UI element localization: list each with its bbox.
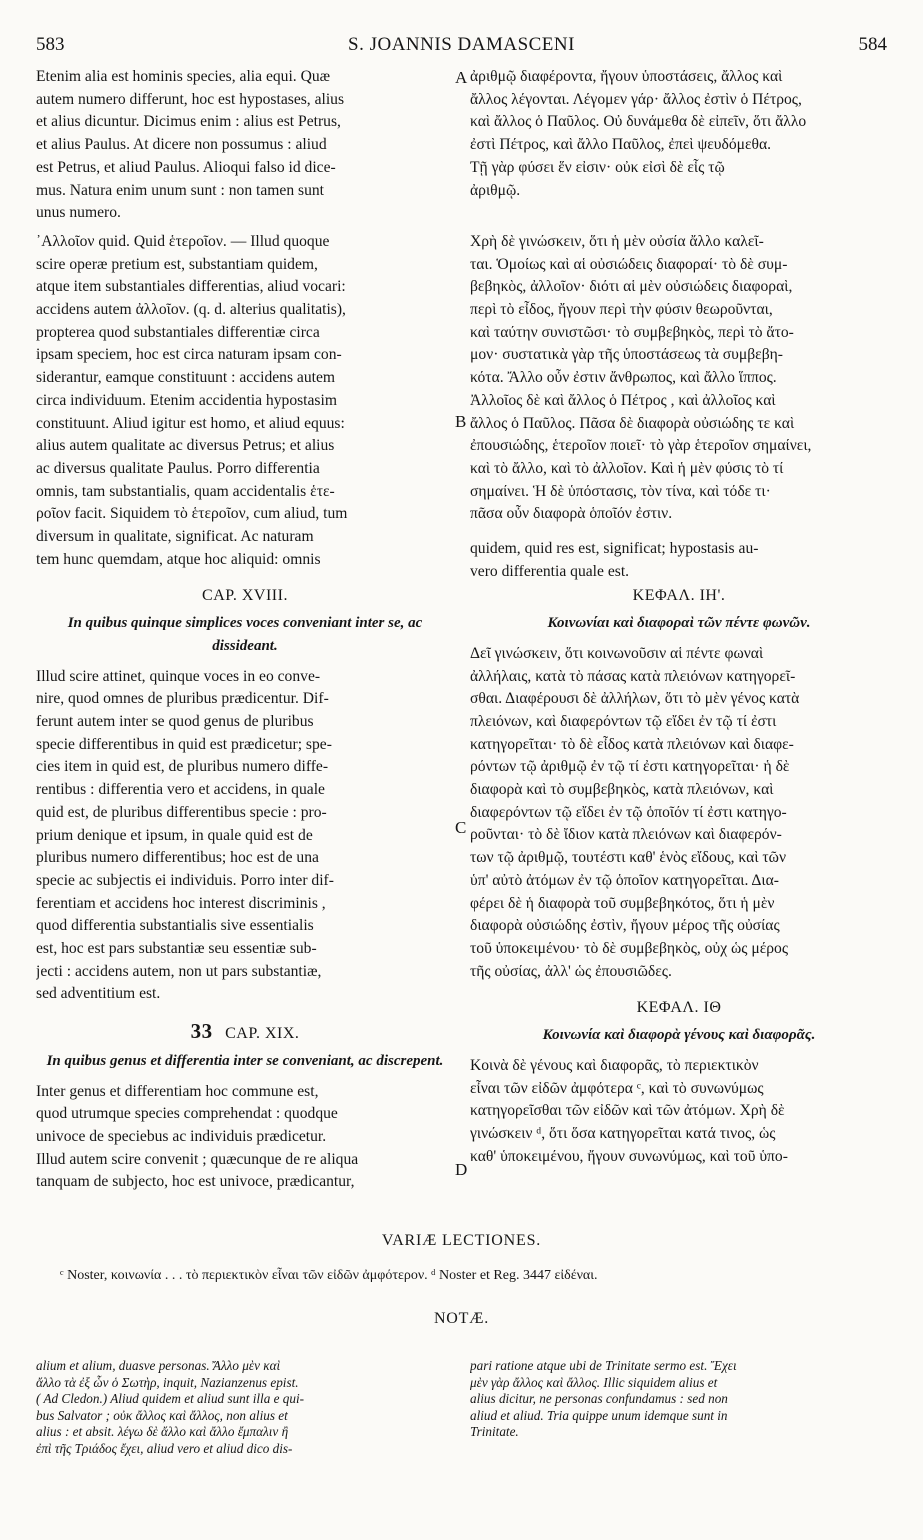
text-line: unus numero. (36, 204, 121, 222)
note-line: alium et alium, duasve personas. Ἄλλο μὲν καὶ (36, 1358, 281, 1373)
text-line: ferentiam et accidens hoc interest discriminis , (36, 894, 326, 912)
chapter-subtitle: In quibus quinque simplices voces conveniant inter se, ac dissideant. (67, 615, 423, 654)
text-line: καὶ ἄλλος ὁ Παῦλος. Οὐ δυνάμεθα δὲ εἰπεῖν, ὅτι ἄλλο (470, 113, 807, 131)
text-line: tanquam de subjecto, hoc est univoce, prædicantur, (36, 1173, 355, 1191)
text-line: ipsam speciem, hoc est circa naturam ipsam con- (36, 346, 342, 364)
text-line: εἶναι τῶν εἰδῶν ἀμφότερα ᶜ, καὶ τὸ συνωνύμως (470, 1079, 764, 1097)
note-line: ( Ad Cledon.) Aliud quidem et aliud sunt illa e qui- (36, 1391, 304, 1407)
text-line: περὶ τὸ εἶδος, ἤγουν περὶ τὴν φύσιν θεωροῦνται, (470, 301, 773, 319)
text-line: ἄλλος ὁ Παῦλος. Πᾶσα δὲ διαφορὰ οὐσιώδης τε καὶ (470, 414, 795, 432)
text-line: ροῖον facit. Siquidem τὸ ἑτεροῖον, cum aliud, tum (36, 505, 348, 523)
chapter-title: CAP. XIX. (225, 1025, 300, 1043)
text-line: καὶ ταύτην συνιστῶσι· τὸ συμβεβηκὸς, περὶ τὸ ἄτο- (470, 323, 794, 341)
text-line: κότα. Ἄλλο οὖν ἐστιν ἄνθρωπος, καὶ ἄλλο ἵππος. (470, 369, 777, 387)
text-line: φέρει δὲ ἡ διαφορὰ τοῦ συμβεβηκότος, ὅτι ἡ μὲν (470, 894, 775, 912)
text-line: specie differentibus in quid est prædicetur; spe- (36, 735, 332, 753)
text-line: των τῷ ἀριθμῷ, τουτέστι καθ' ἑνὸς εἴδους, καὶ τῶν (470, 849, 786, 867)
page-number-left: 583 (36, 34, 65, 55)
spanning-continuation-line: vero differentia quale est. (470, 563, 630, 580)
text-line: σημαίνει. Ἡ δὲ ὑπόστασις, τὸν τίνα, καὶ τόδε τι· (470, 482, 771, 500)
text-line: καθ' ὑποκειμένου, ἤγουν συνωνύμως, καὶ τοῦ ὑπο- (470, 1147, 788, 1165)
running-title: S. JOANNIS DAMASCENI (348, 34, 575, 55)
text-line: ἐπουσιώδης, ἑτεροῖον ποιεῖ· τὸ γὰρ ἑτεροῖον σημαίνει, (470, 437, 812, 455)
chapter-subtitle-greek: Κοινωνία καὶ διαφορὰ γένους καὶ διαφορᾶς. (542, 1027, 816, 1044)
text-line: Etenim alia est hominis species, alia equi. Quæ (36, 68, 331, 85)
text-line: ἐστὶ Πέτρος, καὶ ἄλλο Παῦλος, ἐπεὶ ψευδόμεθα. (470, 136, 772, 154)
text-line: σθαι. Διαφέρουσι δὲ ἀλλήλων, ὅτι τὸ μὲν γένος κατὰ (470, 690, 800, 708)
chapter-number: 33 (190, 1019, 213, 1044)
text-line: jecti : accidens autem, non ut pars substantiæ, (36, 962, 322, 980)
chapter-heading-greek: ΚΕΦΑΛ. ΙΗ'. (632, 587, 726, 605)
text-line: est, hoc est pars substantiæ seu essentiæ sub- (36, 940, 317, 958)
greek-paragraph-1 (470, 66, 888, 202)
text-line: ἄλλος λέγονται. Λέγομεν γάρ· ἄλλος ἐστὶν ὁ Πέτρος, (470, 90, 802, 108)
latin-paragraph-4 (36, 1081, 454, 1195)
note-line: pari ratione atque ubi de Trinitate sermo est. Ἔχει (470, 1358, 737, 1373)
text-line: et alius dicuntur. Dicimus enim : alius est Petrus, (36, 113, 341, 131)
text-line: διαφορὰ οὐσιώδης ἐστὶν, ἤγουν μέρος τῆς οὐσίας (470, 917, 780, 935)
chapter-heading: CAP. XVIII. (202, 587, 288, 605)
notes-left-column (36, 1358, 454, 1458)
text-line: omnis, tam substantialis, quam accidentalis ἑτε- (36, 482, 335, 500)
text-line: circa individuum. Etenim accidentia hypostasim (36, 391, 337, 409)
text-line: ᾿Αλλοῖον quid. Quid ἑτεροῖον. — Illud quoque (36, 232, 330, 250)
notes-right-column (470, 1358, 888, 1441)
text-line: ferunt autem inter se quod genus de pluribus (36, 712, 314, 730)
text-line: γινώσκειν ᵈ, ὅτι ὅσα κατηγορεῖται κατά τινος, ὡς (470, 1124, 776, 1142)
text-line: Inter genus et differentiam hoc commune est, (36, 1082, 319, 1100)
note-line: μὲν γὰρ ἄλλος καὶ ἄλλος. Illic siquidem alius et (470, 1374, 718, 1390)
text-line: ὑπ' αὐτὸ ἀτόμων ἐν τῷ ὁποῖον κατηγορεῖται. Δια- (470, 871, 779, 889)
text-line: κατηγορεῖσθαι τῶν εἰδῶν καὶ τῶν ἀτόμων. Χρὴ δὲ (470, 1102, 785, 1120)
text-line: scire operæ pretium est, substantiam quidem, (36, 255, 318, 273)
variae-lectiones-line: ᶜ Noster, κοινωνία . . . τὸ περιεκτικὸν εἶναι τῶν εἰδῶν ἀμφότερον. ᵈ Noster et Reg. 3447 εἰδέναι. (60, 1268, 598, 1283)
text-line: univoce de speciebus ac individuis prædicetur. (36, 1127, 327, 1145)
text-line: βεβηκὸς, ἀλλοῖον· διότι αἱ μὲν οὐσιώδεις διαφοραὶ, (470, 278, 793, 296)
text-line: Τῇ γὰρ φύσει ἕν εἰσιν· οὐκ εἰσὶ δὲ εἷς τῷ (470, 158, 725, 176)
margin-letter-d: D (455, 1160, 468, 1179)
note-line: alius : et absit. λέγω δὲ ἄλλο καὶ ἄλλο ἔμπαλιν ἢ (36, 1424, 289, 1440)
text-line: atque item substantiales differentias, aliud vocari: (36, 278, 346, 296)
note-line: Trinitate. (470, 1424, 519, 1440)
text-line: ἀριθμῷ. (470, 181, 521, 199)
text-line: rentibus : differentia vero et accidens, in quale (36, 781, 325, 799)
text-line: tem hunc quemdam, atque hoc aliquid: omnis (36, 550, 321, 568)
page-header (36, 34, 887, 64)
chapter-subtitle-greek: Κοινωνίαι καὶ διαφοραὶ τῶν πέντε φωνῶν. (547, 615, 811, 632)
margin-letter-c: C (455, 818, 467, 837)
text-line: pluribus numero differentibus; hoc est de una (36, 849, 319, 867)
spanning-continuation-line: quidem, quid res est, significat; hypostasis au- (470, 540, 759, 557)
text-line: Ἀλλοῖος δὲ καὶ ἄλλος ὁ Πέτρος , καὶ ἀλλοῖος καὶ (470, 391, 776, 409)
note-line: bus Salvator ; οὐκ ἄλλος καὶ ἄλλος, non alius et (36, 1407, 288, 1423)
latin-paragraph-2 (36, 231, 454, 572)
text-line: alius autem qualitate ac diversus Petrus; et alius (36, 437, 335, 455)
text-line: ται. Ὁμοίως καὶ αἱ οὐσιώδεις διαφοραί· τὸ δὲ συμ- (470, 255, 788, 273)
text-line: mus. Natura enim unum sunt : non tamen sunt (36, 181, 325, 199)
latin-paragraph-1 (36, 66, 454, 225)
text-line: et alius Paulus. At dicere non possumus : aliud (36, 136, 327, 154)
text-line: diversum in qualitate, significat. Ac naturam (36, 528, 314, 546)
note-line: ἐπὶ τῆς Τριάδος ἔχει, aliud vero et aliud dico dis- (36, 1440, 293, 1456)
text-line: ac diversus qualitate Paulus. Porro differentia (36, 459, 320, 477)
note-line: alius dicitur, ne personas confundamus : sed non (470, 1391, 728, 1407)
text-line: Illud autem scire convenit ; quæcunque de re aliqua (36, 1150, 359, 1168)
text-line: nire, quod omnes de pluribus prædicentur. Dif- (36, 690, 329, 708)
text-line: ροῦνται· τὸ δὲ ἴδιον κατὰ πλειόνων καὶ διαφερόν- (470, 826, 782, 844)
text-line: Κοινὰ δὲ γένους καὶ διαφορᾶς, τὸ περιεκτικὸν (470, 1056, 759, 1074)
text-line: est Petrus, et aliud Paulus. Alioqui falso id dice- (36, 158, 336, 176)
text-line: sed adventitium est. (36, 985, 161, 1003)
text-line: καὶ τὸ ἄλλο, καὶ τὸ ἀλλοῖον. Καὶ ἡ μὲν φύσις τὸ τί (470, 459, 784, 477)
text-line: διαφορὰ καὶ τὸ συμβεβηκὸς, κατὰ πλειόνων, καὶ (470, 781, 774, 799)
page-number-right: 584 (858, 34, 887, 55)
text-line: autem numero differunt, hoc est hypostases, alius (36, 90, 345, 108)
note-line: aliud et aliud. Tria quippe unum idemque sunt in (470, 1407, 728, 1423)
chapter-subtitle: In quibus genus et differentia inter se conveniant, ac discrepent. (46, 1052, 444, 1069)
text-line: quod utrumque species comprehendat : quodque (36, 1105, 338, 1123)
text-line: τῆς οὐσίας, ἀλλ' ὡς ἐπουσιῶδες. (470, 962, 672, 980)
text-line: διαφερόντων τῷ εἴδει ἐν τῷ ὁποῖόν τί ἐστι κατηγο- (470, 803, 787, 821)
greek-paragraph-4 (470, 1055, 888, 1169)
greek-paragraph-2 (470, 231, 888, 526)
text-line: cies item in quid est, de pluribus numero diffe- (36, 758, 329, 776)
text-line: Δεῖ γινώσκειν, ὅτι κοινωνοῦσιν αἱ πέντε φωναὶ (470, 644, 764, 662)
notae-heading: NOTÆ. (433, 1310, 490, 1327)
text-line: τοῦ ὑποκειμένου· τὸ δὲ συμβεβηκὸς, οὐχ ὡς μέρος (470, 939, 789, 957)
text-line: Illud scire attinet, quinque voces in eo conve- (36, 667, 321, 685)
text-line: quod differentia substantialis sive essentialis (36, 917, 314, 935)
text-line: quid est, de pluribus differentibus specie : pro- (36, 803, 327, 821)
greek-paragraph-3 (470, 643, 888, 984)
margin-letter-a: A (455, 68, 468, 87)
text-line: accidens autem ἀλλοῖον. (q. d. alterius qualitatis), (36, 301, 346, 319)
text-line: prium denique et ipsum, in quale quid est de (36, 826, 313, 844)
text-line: ἀριθμῷ διαφέροντα, ἤγουν ὑποστάσεις, ἄλλος καὶ (470, 68, 783, 85)
variae-lectiones-heading: VARIÆ LECTIONES. (381, 1232, 542, 1249)
text-line: ρόντων τῷ ἀριθμῷ ἐν τῷ τί ἐστι κατηγορεῖται· ἡ δὲ (470, 758, 790, 776)
text-line: specie ac subjectis ei individuis. Porro inter dif- (36, 871, 334, 889)
text-line: μον· συστατικὰ γὰρ τῆς ὑποστάσεως τὰ συμβεβη- (470, 346, 784, 364)
text-line: constituunt. Aliud igitur est homo, et aliud equus: (36, 414, 345, 432)
margin-letter-b: B (455, 412, 467, 431)
note-line: ἄλλο τὰ ἐξ ὧν ὁ Σωτὴρ, inquit, Nazianzenus epist. (36, 1374, 299, 1390)
latin-column (36, 66, 454, 1194)
chapter-heading-greek: ΚΕΦΑΛ. ΙΘ (636, 999, 722, 1017)
latin-paragraph-3 (36, 666, 454, 1007)
text-line: siderantur, eamque constituunt : accidens autem (36, 369, 336, 387)
text-line: πλειόνων, καὶ διαφερόντων τῷ εἴδει ἐν τῷ τί ἐστι (470, 712, 777, 730)
text-line: ἀλλήλαις, κατὰ τὸ πάσας κατὰ πλειόνων κατηγορεῖ- (470, 667, 796, 685)
greek-column (470, 66, 888, 1168)
text-line: κατηγορεῖται· τὸ δὲ εἶδος κατὰ πλειόνων καὶ διαφε- (470, 735, 794, 753)
text-line: Χρὴ δὲ γινώσκειν, ὅτι ἡ μὲν οὐσία ἄλλο καλεῖ- (470, 232, 764, 250)
text-line: πᾶσα οὖν διαφορὰ ὁποῖόν ἐστιν. (470, 505, 673, 523)
chapter-heading (36, 1020, 454, 1046)
text-line: propterea quod substantiales differentiæ circa (36, 323, 320, 341)
